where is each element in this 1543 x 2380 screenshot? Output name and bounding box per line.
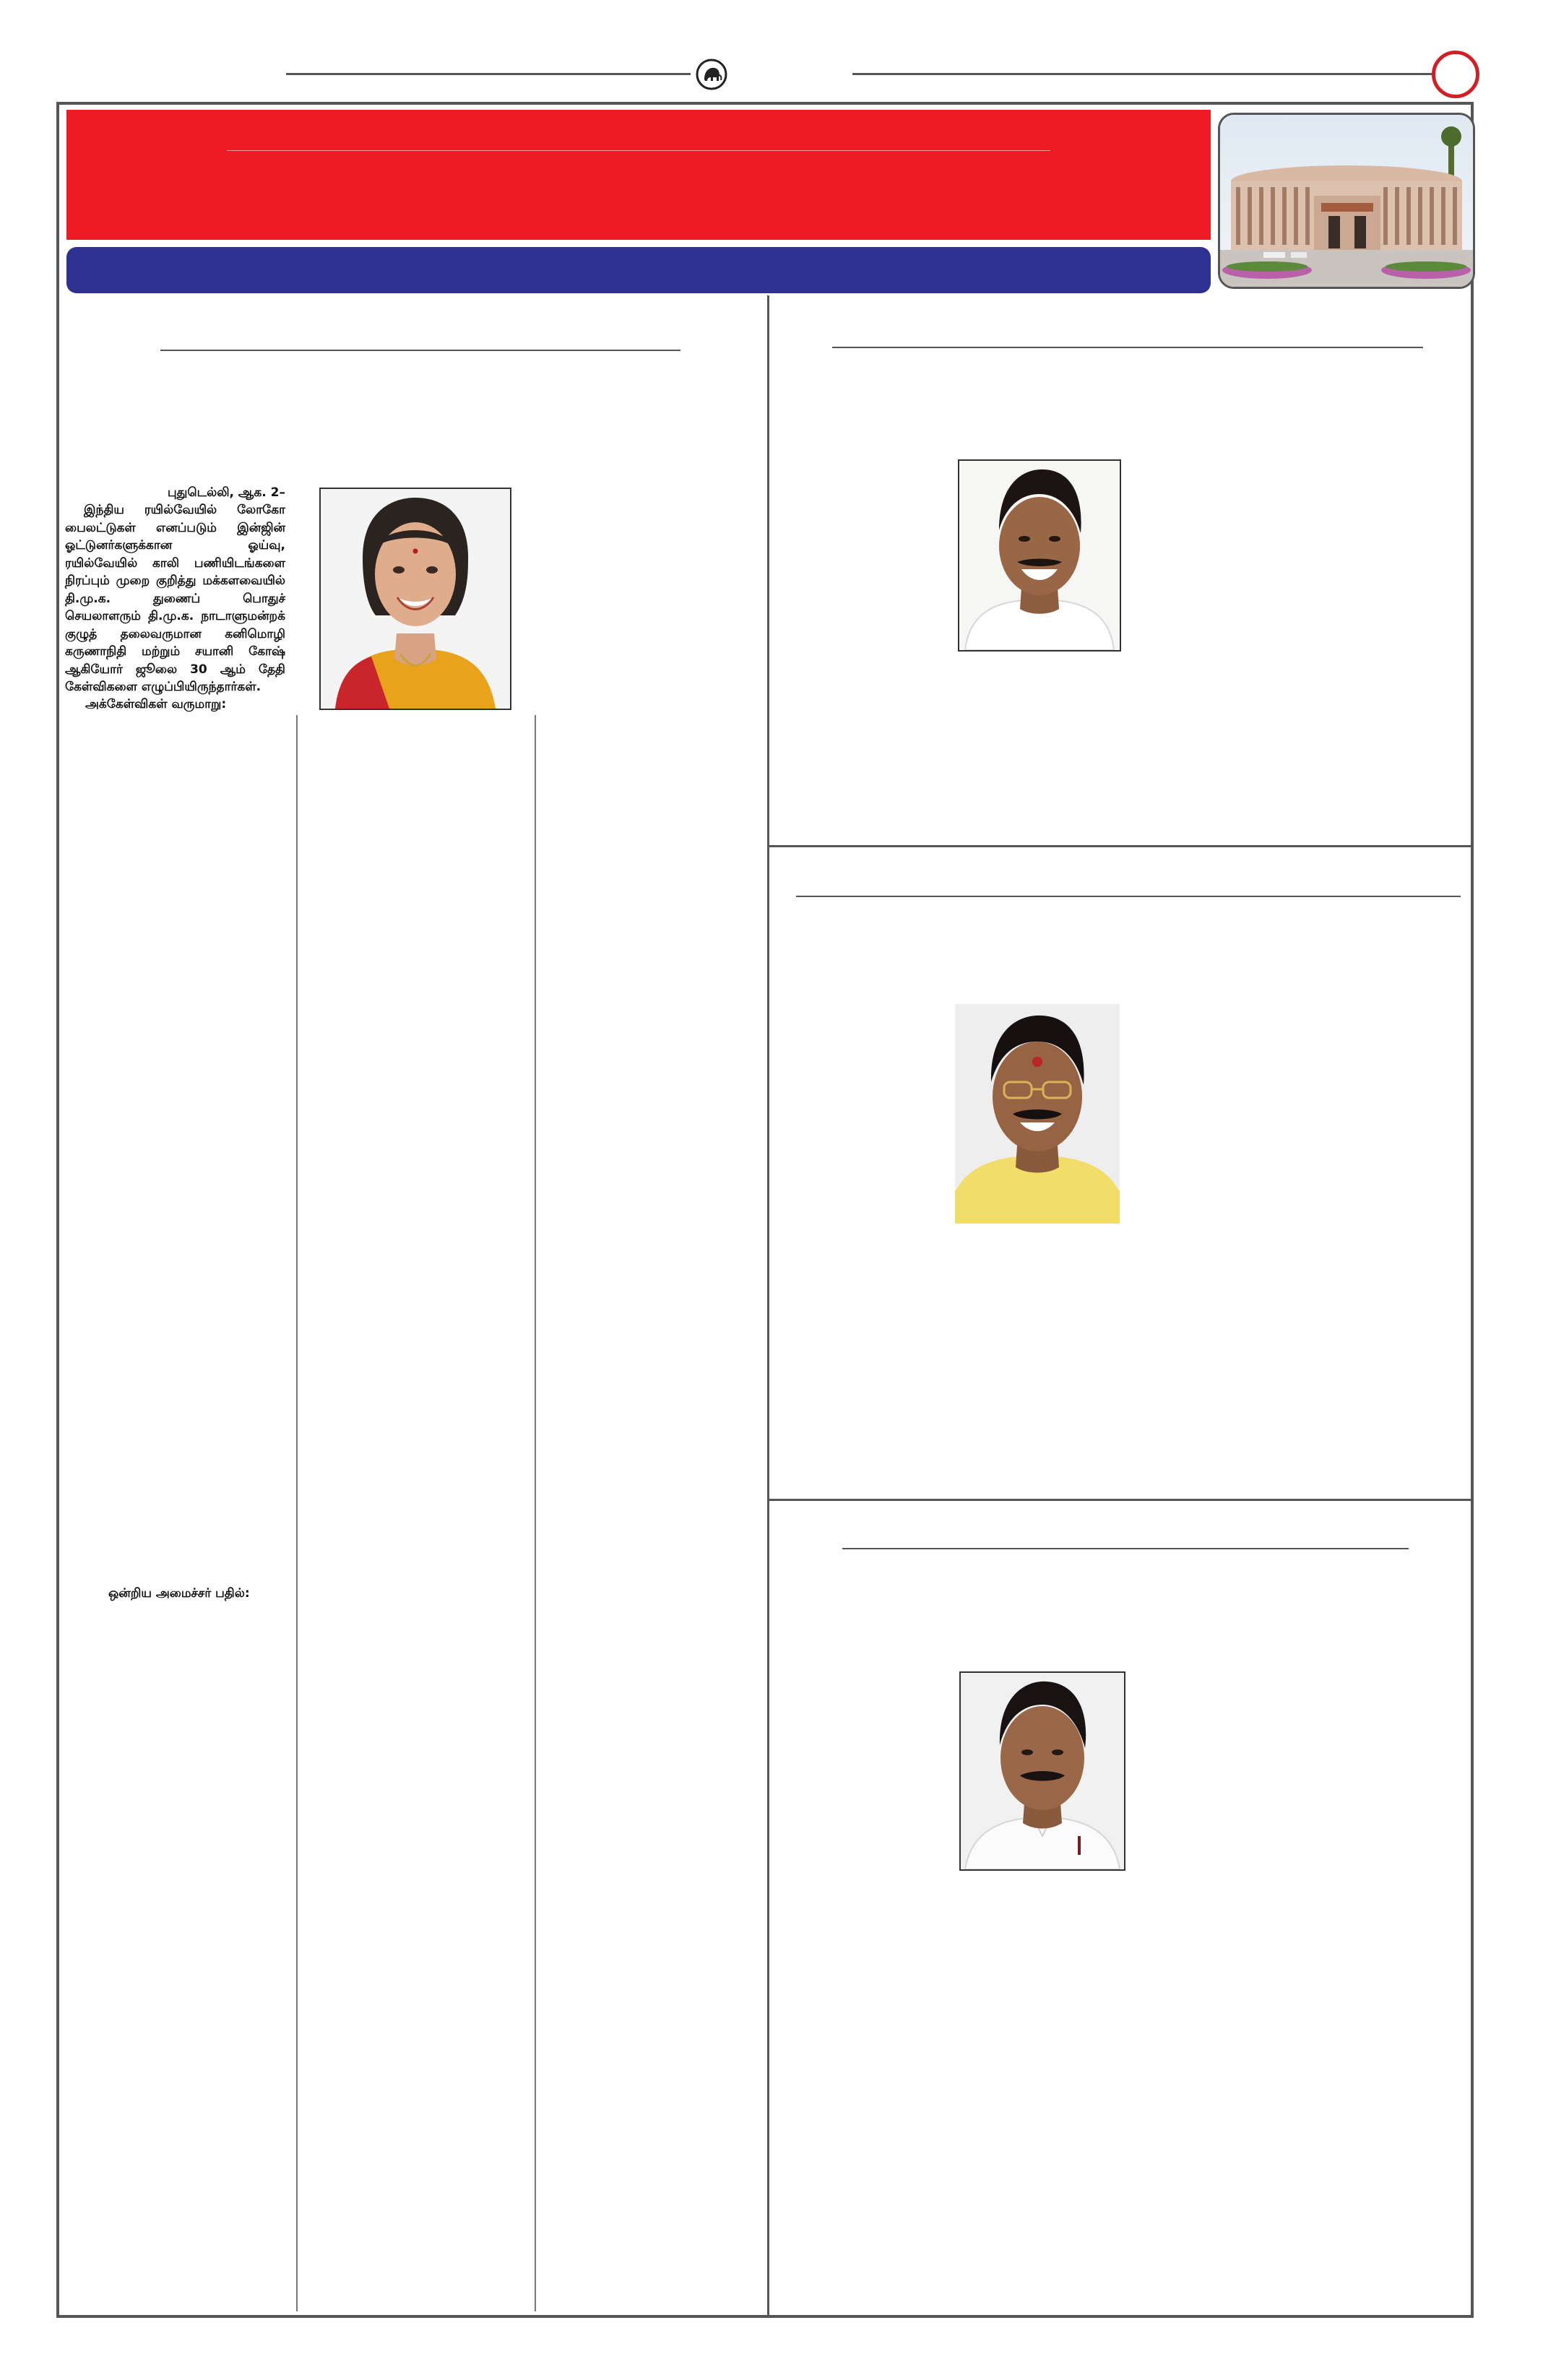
right-article-3-headline-rule (842, 1548, 1409, 1549)
red-circle-icon (1432, 51, 1479, 98)
mp-photo-2 (955, 1004, 1120, 1224)
main-column-divider (767, 295, 769, 2318)
left-article-headline-rule (160, 350, 680, 351)
page-frame (56, 102, 1474, 2318)
subheadline-banner (66, 247, 1211, 293)
right-article-1-headline-rule (832, 347, 1423, 348)
right-column-separator-2 (767, 1499, 1474, 1501)
parliament-photo (1218, 113, 1475, 289)
left-article-column-rule-1 (296, 715, 298, 2311)
header-rule-left (286, 73, 691, 75)
elephant-emblem-icon (695, 58, 728, 91)
right-article-2-headline-rule (796, 896, 1461, 897)
header-rule-right (852, 73, 1434, 75)
left-article-column-rule-2 (535, 715, 536, 2311)
article-dateline: புதுடெல்லி, ஆக. 2– (167, 485, 285, 500)
right-column-separator-1 (767, 845, 1474, 847)
mp-photo-3 (959, 1671, 1125, 1871)
mp-photo-1 (958, 459, 1121, 652)
kanimozhi-photo (319, 488, 511, 710)
article-questions-intro: அக்கேள்விகள் வருமாறு: (85, 697, 227, 711)
minister-reply-subhead: ஒன்றிய அமைச்சர் பதில்: (108, 1586, 250, 1601)
article-lead-paragraph: இந்திய ரயில்வேயில் லோகோ பைலட்டுகள் எனப்படும் இன்ஜின் ஓட்டுனர்களுக்கான ஓய்வு, ரயில்வேயில் காலி பணியிடங்களை நிரப்பும் முறை குறித்து மக்களவையில் தி.மு.க. துணைப் பொதுச் செயலாளரும் தி.மு.க. நாடாளுமன்றக் குழுத் தலைவருமான கனிமொழி கருணாநிதி மற்றும் சயானி கோஷ் ஆகியோர் ஜூலை 30 ஆம் தேதி கேள்விகளை எழுப்பியிருந்தார்கள். (65, 503, 285, 694)
headline-banner (66, 110, 1211, 240)
